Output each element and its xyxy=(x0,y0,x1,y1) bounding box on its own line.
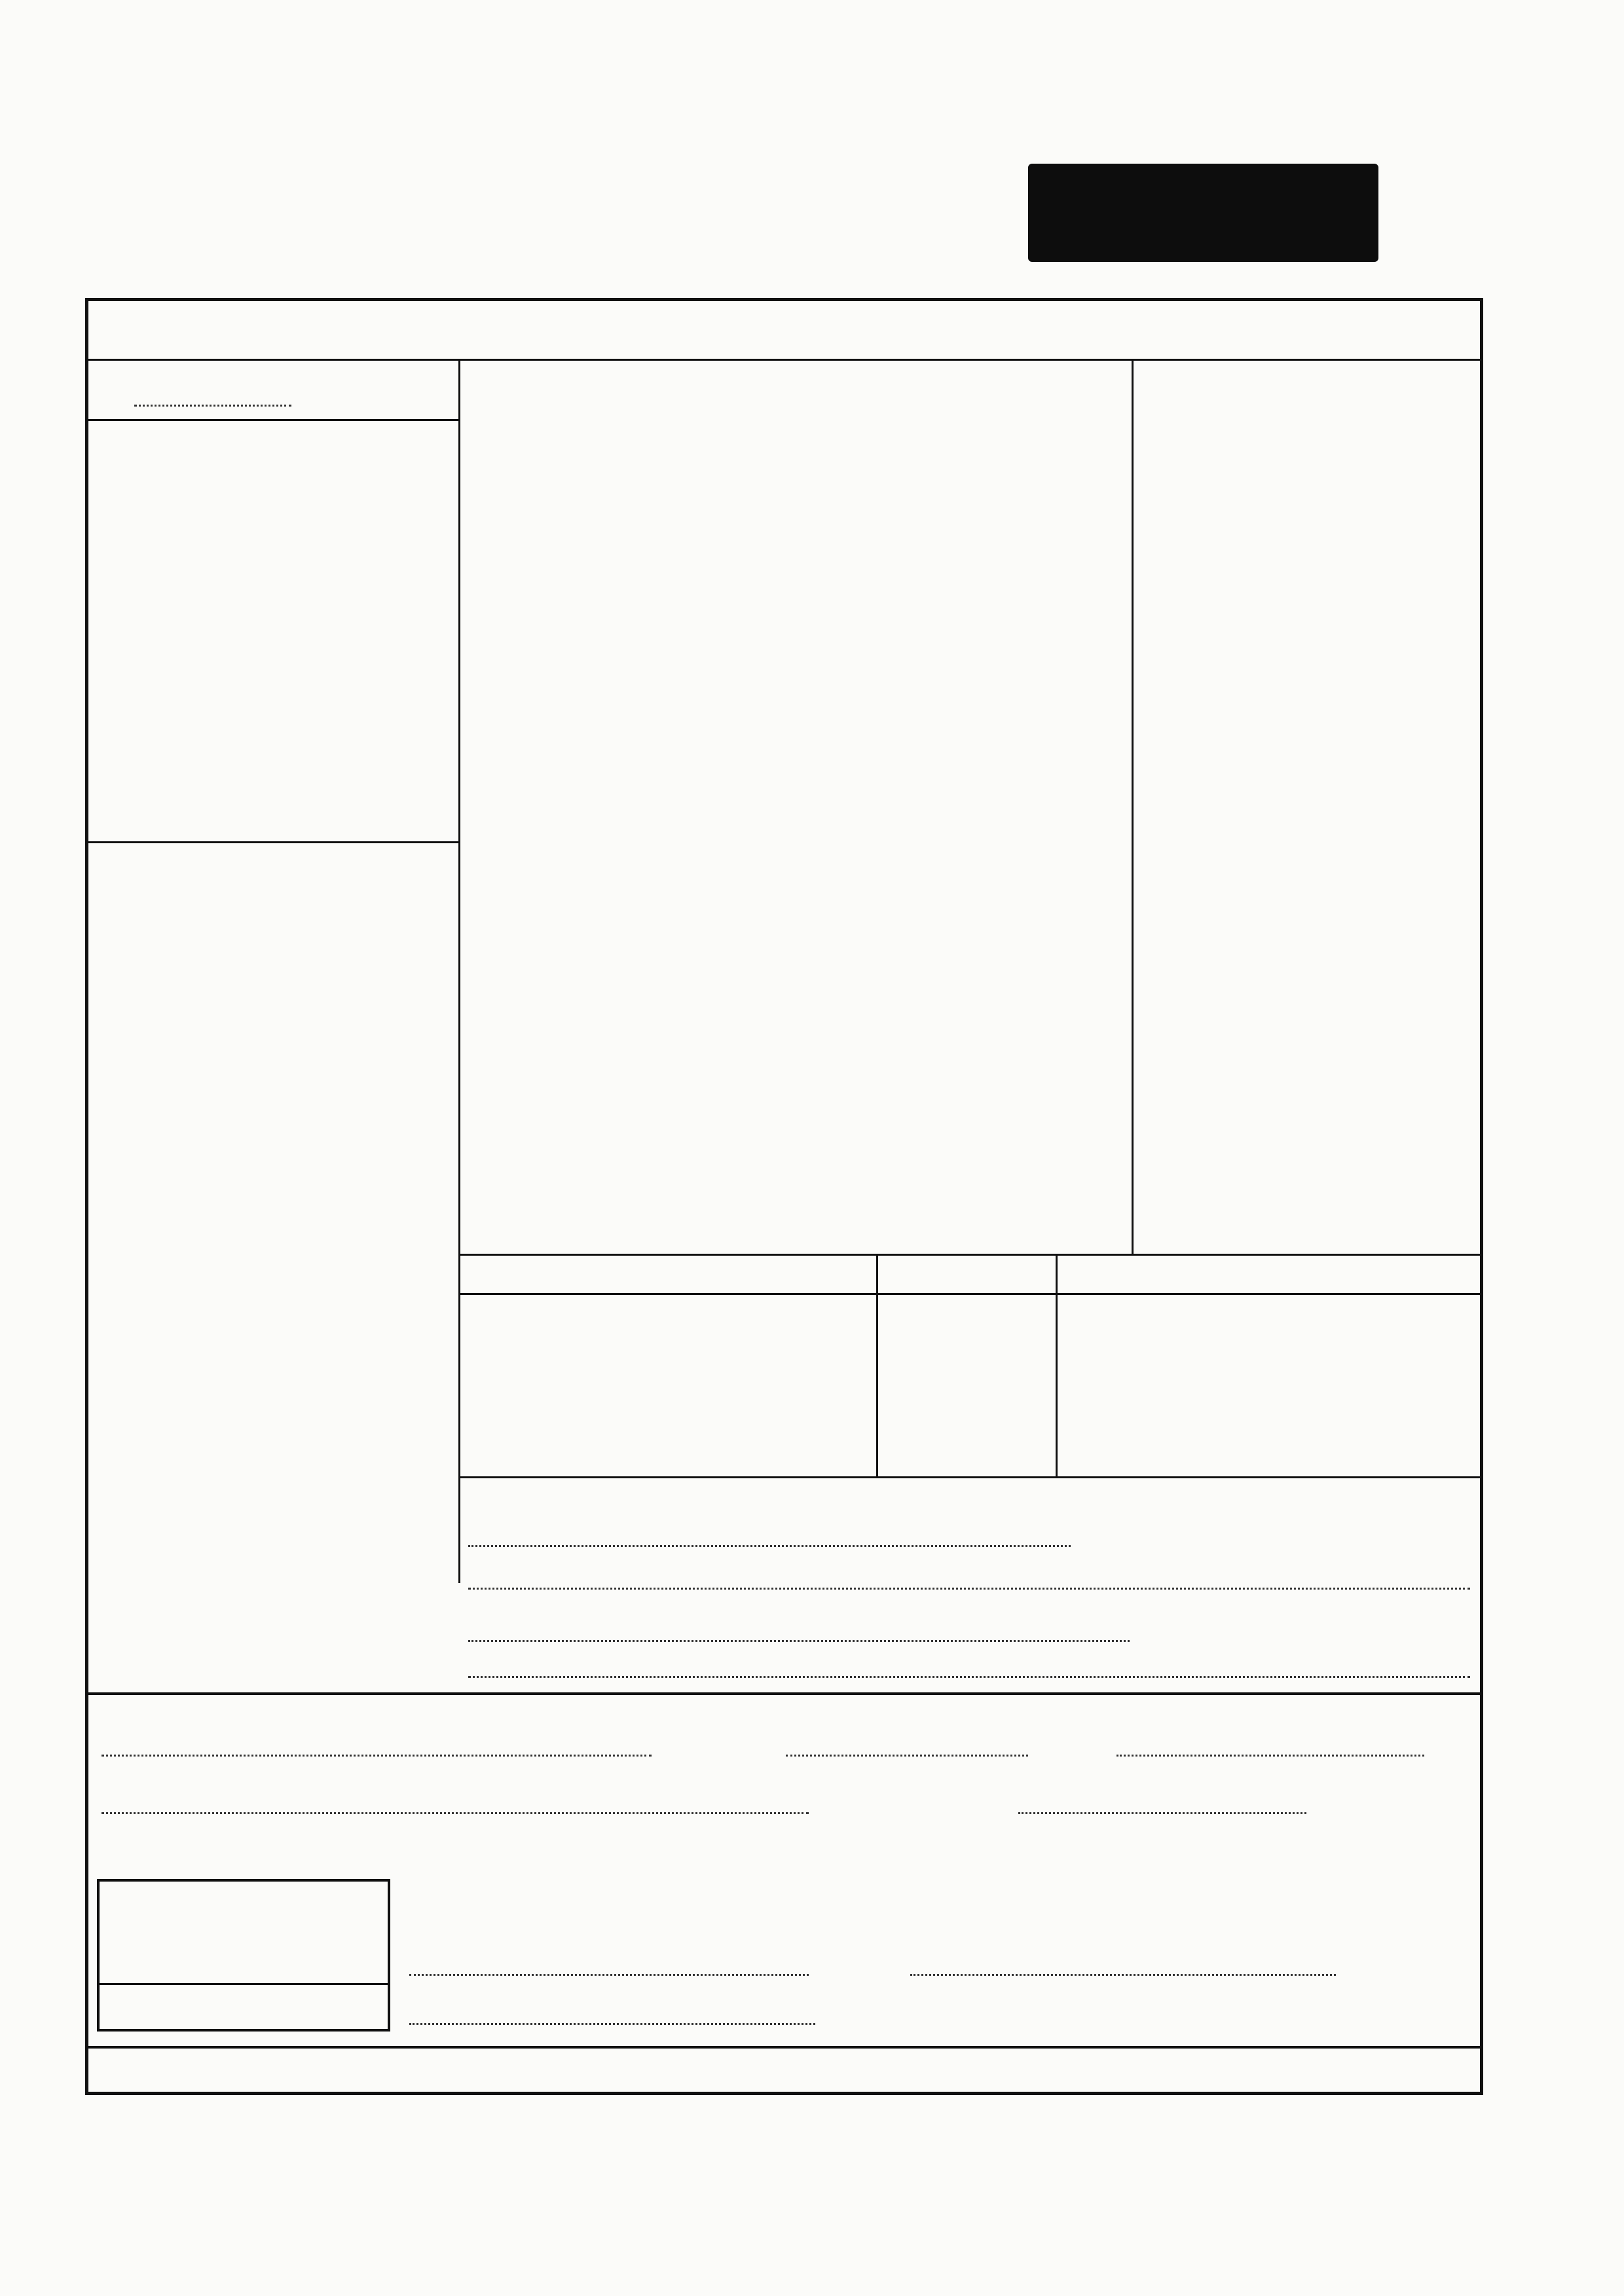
photo-bottom xyxy=(85,841,460,843)
citizenship-box xyxy=(97,1879,390,2032)
decl-place-date-dotted xyxy=(910,1974,1336,1976)
address-18-dotted-2 xyxy=(468,1588,1470,1590)
top-band-line xyxy=(85,359,1483,361)
registration-underline xyxy=(85,419,460,421)
children-bottom xyxy=(460,1476,1482,1478)
frame-bottom xyxy=(85,2092,1483,2095)
registration-dotted xyxy=(134,405,291,407)
label-column-border xyxy=(1132,359,1134,1256)
decl-of-dotted xyxy=(101,1812,809,1814)
frame-top xyxy=(85,298,1483,301)
yad-vashem-logo xyxy=(1028,164,1378,262)
frame-left xyxy=(85,298,88,2095)
decl-city-dotted xyxy=(786,1755,1028,1757)
decl-sign-dotted xyxy=(409,1974,809,1976)
decl-officer-dotted xyxy=(409,2023,815,2025)
address-19-dotted xyxy=(468,1640,1130,1642)
frame-right xyxy=(1480,298,1483,2095)
decl-name-dotted xyxy=(1116,1755,1424,1757)
left-column-border xyxy=(458,359,460,1583)
children-col-sep-2 xyxy=(1056,1254,1058,1476)
citizenship-divider xyxy=(100,1983,388,1985)
children-col-sep-1 xyxy=(876,1254,878,1476)
children-header-top xyxy=(460,1254,1482,1256)
decl-address-dotted xyxy=(101,1755,652,1757)
children-header-bottom xyxy=(460,1293,1482,1295)
address-19-dotted-2 xyxy=(468,1676,1470,1678)
notes-top xyxy=(85,2046,1483,2049)
decl-relation-dotted xyxy=(1018,1812,1306,1814)
address-18-dotted xyxy=(468,1545,1071,1547)
address-bottom xyxy=(85,1692,1483,1695)
